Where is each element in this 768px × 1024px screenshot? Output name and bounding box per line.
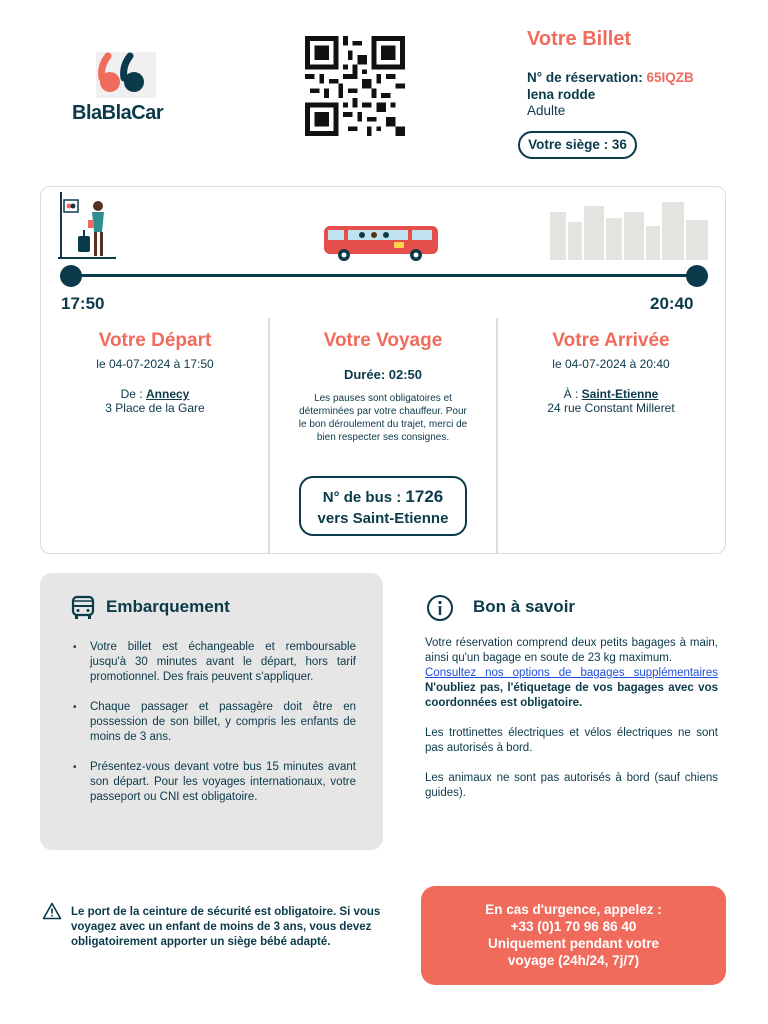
departure-city: Annecy <box>146 387 190 401</box>
emergency-line: Uniquement pendant votre <box>487 936 659 951</box>
bus-illustration-icon <box>322 222 440 262</box>
boarding-item: • Présentez-vous devant votre bus 15 minutes avant son départ. Pour les voyages internationaux, votre passeport ou CNI est obligatoire. <box>70 760 356 805</box>
city-skyline-illustration-icon <box>550 198 708 260</box>
bus-destination: vers Saint-Etienne <box>317 510 449 527</box>
blablacar-logo-icon <box>96 52 156 98</box>
reservation-line <box>527 70 694 85</box>
bus-number: 1726 <box>405 487 444 506</box>
qr-code-icon <box>302 36 408 136</box>
arrival-city: Saint-Etienne <box>581 387 659 401</box>
emergency-phone[interactable]: +33 (0)1 70 96 86 40 <box>510 919 637 934</box>
passenger-type: Adulte <box>527 103 566 118</box>
arrival-place <box>498 387 724 401</box>
departure-time: 17:50 <box>61 294 105 313</box>
bus-label: N° de bus : <box>322 489 402 506</box>
labeling-info: N'oubliez pas, l'étiquetage de vos bagages avec vos coordonnées est obligatoire. <box>425 682 718 709</box>
good-to-know-title: Bon à savoir <box>473 597 576 616</box>
brand-name: BlaBlaCar <box>72 102 164 124</box>
emergency-line: voyage (24h/24, 7j/7) <box>507 953 640 968</box>
seatbelt-warning: Le port de la ceinture de sécurité est obligatoire. Si vous voyagez avec un enfant de moins de 3 ans, vous devez obligatoirement apporter un siège bébé adapté. <box>71 906 381 948</box>
warning-icon <box>42 902 62 920</box>
bus-number-line <box>301 487 465 507</box>
arrival-address: 24 rue Constant Milleret <box>547 401 675 415</box>
bus-icon <box>70 595 96 621</box>
trip-title: Votre Voyage <box>323 330 443 351</box>
luggage-info: Votre réservation comprend deux petits bagages à main, ainsi qu'un bagage en soute de 23 kg maximum. <box>425 637 718 664</box>
arrival-title: Votre Arrivée <box>552 330 670 351</box>
departure-column <box>42 330 268 415</box>
boarding-item: • Chaque passager et passagère doit être en possession de son billet, y compris les enfants de moins de 3 ans. <box>70 700 356 745</box>
departure-dot <box>60 265 82 287</box>
boarding-title: Embarquement <box>106 597 230 616</box>
good-to-know-text <box>425 636 718 801</box>
trip-duration: Durée: 02:50 <box>343 367 423 382</box>
seat-badge: Votre siège : 36 <box>518 131 637 159</box>
scooters-info: Les trottinettes électriques et vélos électriques ne sont pas autorisés à bord. <box>425 727 718 754</box>
pause-note: Les pauses sont obligatoires et déterminées par votre chauffeur. Pour le bon déroulement du trajet, merci de bien respecter ses consignes. <box>298 393 468 443</box>
trip-column <box>270 330 496 444</box>
departure-title: Votre Départ <box>98 330 212 351</box>
arrival-date: le 04-07-2024 à 20:40 <box>552 357 670 371</box>
info-icon <box>426 594 454 622</box>
bus-number-box <box>299 476 467 536</box>
departure-address: 3 Place de la Gare <box>105 401 205 415</box>
reservation-label: N° de réservation: <box>527 70 643 85</box>
to-label: À : <box>563 387 579 401</box>
emergency-box <box>421 886 726 985</box>
ticket-title: Votre Billet <box>527 28 632 50</box>
emergency-line: En cas d'urgence, appelez : <box>485 902 662 917</box>
departure-date: le 04-07-2024 à 17:50 <box>96 357 214 371</box>
arrival-dot <box>686 265 708 287</box>
arrival-column <box>498 330 724 415</box>
reservation-code: 65IQZB <box>646 70 694 85</box>
bus-stop-traveler-illustration-icon <box>58 192 116 260</box>
boarding-list <box>70 640 356 820</box>
passenger-name: lena rodde <box>527 87 596 102</box>
brand-logo <box>70 52 180 124</box>
animals-info: Les animaux ne sont pas autorisés à bord (sauf chiens guides). <box>425 772 718 799</box>
from-label: De : <box>120 387 143 401</box>
journey-timeline <box>70 274 698 277</box>
luggage-options-link[interactable]: Consultez nos options de bagages supplémentaires <box>425 667 718 679</box>
boarding-item: • Votre billet est échangeable et remboursable jusqu'à 30 minutes avant le départ, hors tarif promotionnel. Des frais peuvent s'appliquer. <box>70 640 356 685</box>
arrival-time: 20:40 <box>650 294 694 313</box>
departure-place <box>42 387 268 401</box>
